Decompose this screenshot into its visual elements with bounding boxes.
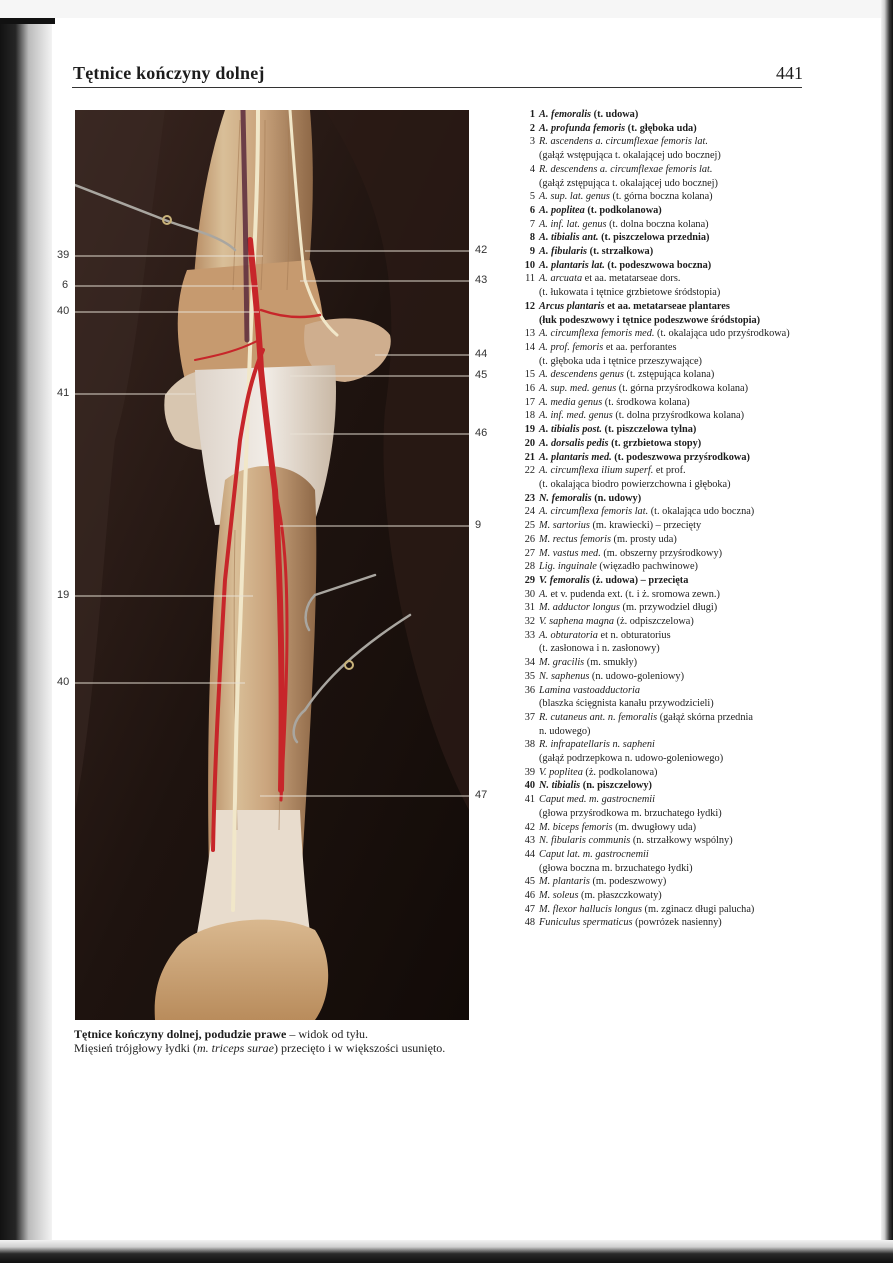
legend-term-rest: (m. dwugłowy uda) <box>612 821 697 833</box>
legend-term-rest: (t. górna przyśrodkowa kolana) <box>616 383 749 395</box>
legend-number: 44 <box>524 848 535 860</box>
legend-number: 11 <box>525 273 535 285</box>
legend-item <box>520 916 820 930</box>
legend-latin-term: A. dorsalis pedis <box>539 437 609 449</box>
legend-number: 43 <box>524 835 535 847</box>
legend-number: 18 <box>524 410 535 422</box>
legend-term-rest: et aa. perforantes <box>603 341 677 353</box>
legend-item <box>520 848 820 875</box>
legend-term-rest: (n. piszczelowy) <box>580 780 652 792</box>
legend-latin-term: V. femoralis <box>539 574 590 586</box>
legend-list <box>520 108 820 930</box>
legend-item <box>520 505 820 519</box>
legend-term-rest: (m. płaszczkowaty) <box>578 890 662 902</box>
legend-item <box>520 259 820 273</box>
legend-number: 7 <box>529 218 535 230</box>
legend-number: 40 <box>524 780 535 792</box>
legend-item <box>520 738 820 765</box>
legend-latin-term: A. plantaris med. <box>539 451 612 463</box>
legend-item <box>520 327 820 341</box>
legend-item <box>520 903 820 917</box>
legend-term-rest: (ż. udowa) – przecięta <box>589 574 689 586</box>
caption-title: Tętnice kończyny dolnej, podudzie prawe <box>74 1027 287 1041</box>
legend-latin-term: M. gracilis <box>539 657 585 669</box>
legend-item <box>520 875 820 889</box>
figure-label-43: 43 <box>475 274 488 286</box>
legend-number: 13 <box>524 328 535 340</box>
page-number: 441 <box>776 63 803 83</box>
caption-note-post: ) przecięto i w większości usunięto. <box>274 1041 446 1055</box>
legend-latin-term: A. profunda femoris <box>539 122 626 134</box>
legend-term-rest: (t. okalająca udo przyśrodkowa) <box>654 328 790 340</box>
legend-polish-translation: (gałąź podrzepkowa n. udowo-goleniowego) <box>539 753 724 765</box>
legend-term-rest: (n. strzałkowy wspólny) <box>630 835 733 847</box>
legend-term-rest: (t. podkolanowa) <box>584 204 662 216</box>
legend-term-rest: (t. zstępująca kolana) <box>623 369 715 381</box>
legend-number: 33 <box>524 629 535 641</box>
legend-item <box>520 574 820 588</box>
legend-number: 17 <box>524 396 535 408</box>
legend-latin-term: A. sup. lat. genus <box>539 191 610 203</box>
legend-number: 35 <box>524 670 535 682</box>
legend-latin-term: R. descendens a. circumflexae femoris lat. <box>539 163 713 175</box>
legend-item <box>520 533 820 547</box>
legend-latin-term: R. ascendens a. circumflexae femoris lat. <box>539 136 708 148</box>
legend-item <box>520 135 820 162</box>
legend-term-rest: (t. strzałkowa) <box>587 246 654 258</box>
legend-latin-term: M. biceps femoris <box>539 821 613 833</box>
legend-number: 32 <box>524 616 535 628</box>
legend-item <box>520 547 820 561</box>
leg-dissection-illustration <box>75 110 469 1020</box>
figure-label-39: 39 <box>57 249 70 261</box>
legend-latin-term: Caput lat. m. gastrocnemii <box>539 848 649 860</box>
legend-latin-term: A. inf. lat. genus <box>539 218 607 230</box>
legend-latin-term: N. fibularis communis <box>539 835 631 847</box>
legend-item <box>520 588 820 602</box>
legend-polish-translation: (t. głęboka uda i tętnice przeszywające) <box>539 355 702 367</box>
legend-latin-term: A. plantaris lat. <box>539 259 605 271</box>
legend-term-rest: (m. krawiecki) – przecięty <box>589 520 702 532</box>
legend-number: 30 <box>524 588 535 600</box>
figure-label-42: 42 <box>475 244 488 256</box>
caption-note-pre: Mięsień trójgłowy łydki ( <box>74 1041 197 1055</box>
legend-term-rest: (t. głęboka uda) <box>625 122 697 134</box>
legend-number: 14 <box>524 341 535 353</box>
legend-number: 38 <box>524 739 535 751</box>
legend-item <box>520 656 820 670</box>
legend-latin-term: M. plantaris <box>539 876 590 888</box>
figure-caption <box>74 1027 494 1055</box>
legend-latin-term: V. saphena magna <box>539 616 615 628</box>
legend-item <box>520 766 820 780</box>
legend-number: 5 <box>529 191 535 203</box>
legend-term-rest: (więzadło pachwinowe) <box>596 561 698 573</box>
legend-term-rest: (t. piszczelowa tylna) <box>601 424 697 436</box>
page-edge-bottom <box>0 1240 893 1263</box>
legend-term-rest: (ż. podkolanowa) <box>582 766 658 778</box>
book-spine-shadow <box>0 18 52 1246</box>
legend-number: 6 <box>529 204 535 216</box>
legend-term-rest: et n. obturatorius <box>597 629 671 641</box>
legend-term-rest: (m. obszerny przyśrodkowy) <box>600 547 723 559</box>
legend-item <box>520 341 820 368</box>
legend-polish-translation: (łuk podeszwowy i tętnice podeszwowe śródstopia) <box>539 314 761 326</box>
figure-label-45: 45 <box>475 369 488 381</box>
legend-number: 2 <box>529 122 535 134</box>
figure-label-41: 41 <box>57 387 70 399</box>
caption-view: – widok od tyłu. <box>286 1027 369 1041</box>
legend-item <box>520 560 820 574</box>
legend-item <box>520 670 820 684</box>
legend-number: 39 <box>524 766 535 778</box>
legend-latin-term: A. circumflexa ilium superf. <box>539 465 654 477</box>
legend-latin-term: A. sup. med. genus <box>539 383 617 395</box>
legend-polish-translation: (gałąź wstępująca t. okalającej udo bocznej) <box>539 150 721 162</box>
legend-latin-term: A. <box>539 588 548 600</box>
legend-term-rest: (t. podeszwowa boczna) <box>604 259 712 271</box>
legend-number: 46 <box>524 890 535 902</box>
caption-note-latin: m. triceps surae <box>197 1041 274 1055</box>
legend-number: 36 <box>524 684 535 696</box>
legend-latin-term: A. poplitea <box>539 204 585 216</box>
legend-number: 27 <box>524 547 535 559</box>
legend-latin-term: A. circumflexa femoris lat. <box>539 506 649 518</box>
legend-term-rest: (t. górna boczna kolana) <box>609 191 713 203</box>
legend-term-rest: (powrózek nasienny) <box>632 917 722 929</box>
legend-number: 3 <box>529 136 535 148</box>
legend-number: 23 <box>524 492 535 504</box>
legend-latin-term: N. tibialis <box>539 780 581 792</box>
figure-label-40-lower: 40 <box>57 676 70 688</box>
legend-polish-translation: (blaszka ścięgnista kanału przywodzicieli) <box>539 698 714 710</box>
legend-latin-term: Lamina vastoadductoria <box>539 684 640 696</box>
scan-corner <box>0 18 55 24</box>
legend-number: 16 <box>524 383 535 395</box>
legend-polish-translation: n. udowego) <box>539 725 591 737</box>
legend-term-rest: (n. udowy) <box>591 492 642 504</box>
legend-number: 28 <box>524 561 535 573</box>
figure-label-40-upper: 40 <box>57 305 70 317</box>
legend-term-rest: (t. okalająca udo boczna) <box>648 506 755 518</box>
legend-latin-term: A. media genus <box>539 396 603 408</box>
legend-item <box>520 684 820 711</box>
legend-latin-term: Caput med. m. gastrocnemii <box>539 794 656 806</box>
legend-latin-term: M. flexor hallucis longus <box>539 903 642 915</box>
legend-latin-term: M. soleus <box>539 890 579 902</box>
legend-number: 31 <box>524 602 535 614</box>
legend-item <box>520 615 820 629</box>
figure-label-44: 44 <box>475 348 488 360</box>
figure-label-47: 47 <box>475 789 488 801</box>
legend-term-rest: (m. podeszwowy) <box>589 876 667 888</box>
legend-number: 15 <box>524 369 535 381</box>
legend-number: 10 <box>524 259 535 271</box>
legend-item <box>520 779 820 793</box>
legend-latin-term: N. saphenus <box>539 670 590 682</box>
legend-item <box>520 396 820 410</box>
figure-label-46: 46 <box>475 427 488 439</box>
legend-latin-term: A. arcuata <box>539 273 583 285</box>
legend-number: 25 <box>524 520 535 532</box>
legend-item <box>520 711 820 738</box>
legend-item <box>520 451 820 465</box>
legend-item <box>520 272 820 299</box>
legend-latin-term: N. femoralis <box>539 492 592 504</box>
legend-number: 9 <box>529 246 535 258</box>
legend-item <box>520 834 820 848</box>
legend-item <box>520 382 820 396</box>
legend-latin-term: Arcus plantaris <box>539 300 605 312</box>
legend-number: 24 <box>524 506 535 518</box>
page-header-title: Tętnice kończyny dolnej <box>73 63 265 83</box>
legend-term-rest: (t. grzbietowa stopy) <box>608 437 702 449</box>
legend-item <box>520 601 820 615</box>
legend-latin-term: A. circumflexa femoris med. <box>539 328 655 340</box>
legend-item <box>520 190 820 204</box>
legend-term-rest: (ż. odpiszczelowa) <box>614 616 694 628</box>
legend-term-rest: (t. dolna boczna kolana) <box>606 218 709 230</box>
legend-polish-translation: (t. zasłonowa i n. zasłonowy) <box>539 643 660 655</box>
legend-latin-term: V. poplitea <box>539 766 583 778</box>
legend-term-rest: (t. udowa) <box>591 109 639 120</box>
legend-number: 4 <box>529 163 535 175</box>
figure-label-19: 19 <box>57 589 70 601</box>
legend-item <box>520 492 820 506</box>
legend-item <box>520 437 820 451</box>
legend-latin-term: M. vastus med. <box>539 547 601 559</box>
legend-number: 29 <box>524 574 535 586</box>
legend-latin-term: Funiculus spermaticus <box>539 917 633 929</box>
page-edge-right <box>881 0 893 1263</box>
legend-term-rest: (t. piszczelowa przednia) <box>598 232 710 244</box>
anatomical-photo <box>75 110 469 1020</box>
legend-number: 22 <box>524 465 535 477</box>
legend-term-rest: (m. zginacz długi palucha) <box>641 903 755 915</box>
legend-number: 41 <box>524 794 535 806</box>
legend-item <box>520 464 820 491</box>
legend-polish-translation: (t. okalająca biodro powierzchowna i głęboka) <box>539 478 731 490</box>
legend-polish-translation: (głowa boczna m. brzuchatego łydki) <box>539 862 693 874</box>
legend-polish-translation: (gałąź zstępująca t. okalającej udo bocznej) <box>539 177 718 189</box>
legend-item <box>520 889 820 903</box>
legend-term-rest: (t. dolna przyśrodkowa kolana) <box>612 410 745 422</box>
legend-item <box>520 204 820 218</box>
legend-latin-term: A. tibialis post. <box>539 424 602 436</box>
scan-top-edge <box>0 0 893 18</box>
legend-latin-term: M. sartorius <box>539 520 590 532</box>
legend-item <box>520 519 820 533</box>
legend-number: 37 <box>524 711 535 723</box>
legend-term-rest: et v. pudenda ext. (t. i ż. sromowa zewn.) <box>547 588 720 600</box>
legend-item <box>520 793 820 820</box>
legend-number: 20 <box>524 437 535 449</box>
figure-label-6: 6 <box>62 279 69 291</box>
legend-item <box>520 245 820 259</box>
legend-number: 42 <box>524 821 535 833</box>
legend-item <box>520 409 820 423</box>
legend-term-rest: (t. podeszwowa przyśrodkowa) <box>611 451 750 463</box>
legend-latin-term: M. adductor longus <box>539 602 620 614</box>
legend-number: 48 <box>524 917 535 929</box>
legend-latin-term: M. rectus femoris <box>539 533 611 545</box>
legend-number: 8 <box>529 232 535 244</box>
legend-number: 19 <box>524 424 535 436</box>
legend-latin-term: A. fibularis <box>539 246 588 258</box>
legend-number: 12 <box>524 300 535 312</box>
legend-item <box>520 629 820 656</box>
legend-item <box>520 821 820 835</box>
legend-item <box>520 122 820 136</box>
legend-latin-term: A. inf. med. genus <box>539 410 613 422</box>
legend-term-rest: (gałąź skórna przednia <box>657 711 753 723</box>
legend-number: 34 <box>524 657 535 669</box>
legend-term-rest: et aa. metatarseae plantares <box>604 300 730 312</box>
legend-latin-term: A. tibialis ant. <box>539 232 599 244</box>
legend-number: 21 <box>524 451 535 463</box>
legend-term-rest: (t. środkowa kolana) <box>602 396 690 408</box>
legend-term-rest: (m. przywodziel długi) <box>619 602 718 614</box>
figure-label-9: 9 <box>475 519 482 531</box>
legend-latin-term: A. prof. femoris <box>539 341 604 353</box>
legend-term-rest: et prof. <box>653 465 686 477</box>
legend-item <box>520 423 820 437</box>
legend-latin-term: A. obturatoria <box>539 629 598 641</box>
legend-latin-term: Lig. inguinale <box>539 561 597 573</box>
legend-number: 26 <box>524 533 535 545</box>
legend-latin-term: R. infrapatellaris n. sapheni <box>539 739 655 751</box>
legend-item <box>520 163 820 190</box>
legend-number: 45 <box>524 876 535 888</box>
legend-latin-term: A. descendens genus <box>539 369 624 381</box>
legend-polish-translation: (głowa przyśrodkowa m. brzuchatego łydki) <box>539 807 722 819</box>
legend-latin-term: A. femoralis <box>539 109 592 120</box>
legend-number: 47 <box>524 903 535 915</box>
legend-polish-translation: (t. łukowata i tętnice grzbietowe śródstopia) <box>539 287 721 299</box>
legend-term-rest: (m. smukły) <box>584 657 638 669</box>
header-rule <box>72 87 802 88</box>
legend-term-rest: (n. udowo-goleniowy) <box>589 670 685 682</box>
legend-item <box>520 108 820 122</box>
legend-number: 1 <box>529 109 535 120</box>
legend-item <box>520 218 820 232</box>
legend-latin-term: R. cutaneus ant. n. femoralis <box>539 711 658 723</box>
legend-item <box>520 368 820 382</box>
legend-term-rest: et aa. metatarseae dors. <box>582 273 681 285</box>
legend-term-rest: (m. prosty uda) <box>610 533 677 545</box>
legend-item <box>520 300 820 327</box>
legend-item <box>520 231 820 245</box>
